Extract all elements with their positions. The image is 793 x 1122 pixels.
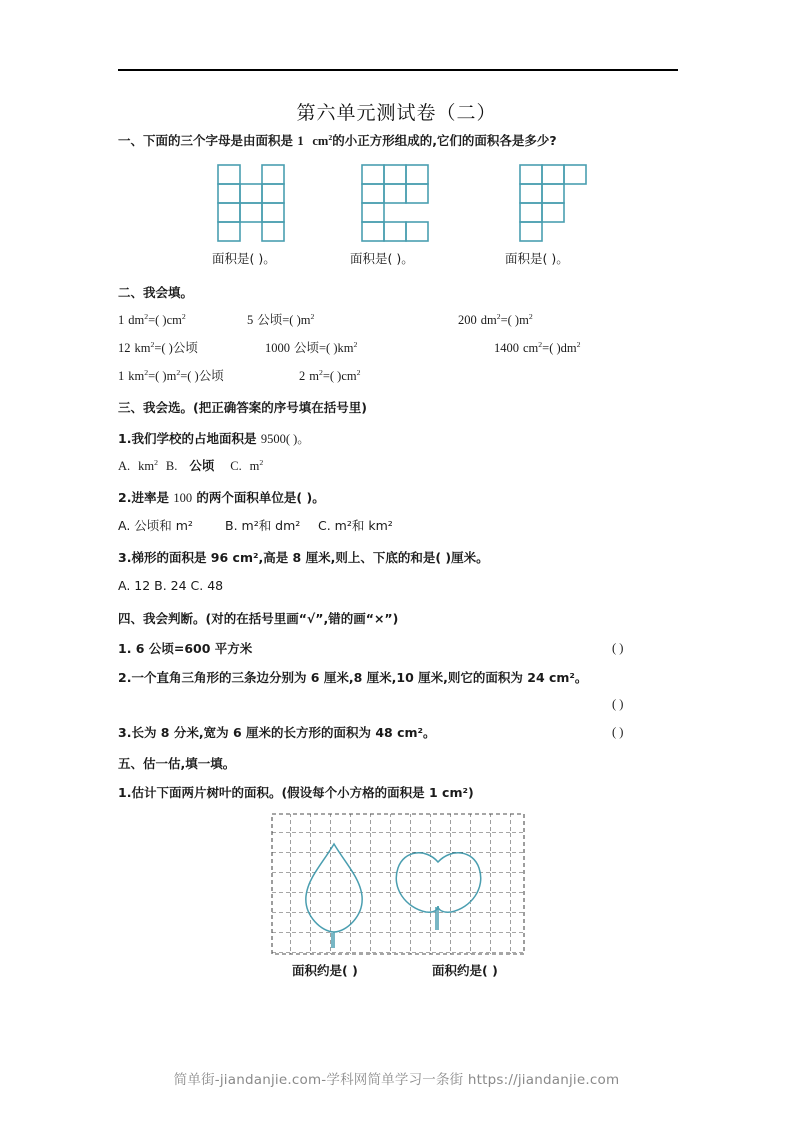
fill-3-2-s1: 2 xyxy=(318,367,323,377)
section5-heading: 五、估一估,填一填。 xyxy=(118,756,236,771)
choice-q2 xyxy=(118,490,325,506)
fill-item-2-1 xyxy=(118,340,198,356)
fill-1-1-num: 1 xyxy=(118,313,125,327)
fill-3-2-s2: 2 xyxy=(356,367,361,377)
fill-3-1-u3: 公顷 xyxy=(198,368,224,383)
fill-2-1-u1: km xyxy=(134,341,151,355)
section4-heading: 四、我会判断。(对的在括号里画“√”,错的画“×”) xyxy=(118,611,399,626)
judge-bracket-1[interactable]: ( ) xyxy=(612,641,624,655)
fill-3-1-blank1[interactable]: =( ) xyxy=(148,369,167,383)
fill-1-2-s2: 2 xyxy=(310,311,315,321)
fill-2-3-s2: 2 xyxy=(576,339,581,349)
choice-q2-post[interactable]: 的两个面积单位是( )。 xyxy=(196,490,325,505)
fill-2-2-blank[interactable]: =( ) xyxy=(319,341,338,355)
fill-1-3-s2: 2 xyxy=(528,311,533,321)
fill-1-3-u2: m xyxy=(519,313,529,327)
choice-q1-opt-c[interactable]: m xyxy=(249,459,260,473)
leaf-area-grid-diagram xyxy=(270,812,530,960)
fill-2-3-s1: 2 xyxy=(538,339,543,349)
fill-3-1-s1: 2 xyxy=(144,367,149,377)
fill-3-1-u2: m xyxy=(166,369,177,383)
fill-1-3-num: 200 xyxy=(458,313,477,327)
fill-item-1-2 xyxy=(247,312,314,328)
fill-3-2-u1: m xyxy=(309,369,319,383)
fill-1-2-u2: m xyxy=(300,313,311,327)
choice-q3[interactable]: 3.梯形的面积是 96 cm²,高是 8 厘米,则上、下底的和是( )厘米。 xyxy=(118,550,489,565)
fill-item-1-1 xyxy=(118,312,186,328)
fill-1-1-u2: cm xyxy=(166,313,182,327)
fill-item-2-3 xyxy=(494,340,581,356)
section1-heading-post: 的小正方形组成的,它们的面积各是多少? xyxy=(332,133,557,148)
fill-3-1-s2: 2 xyxy=(176,367,181,377)
fill-item-1-3 xyxy=(458,312,533,328)
fill-3-2-blank[interactable]: =( ) xyxy=(322,369,342,383)
choice-q1-opt-c-label[interactable]: C. xyxy=(230,459,242,473)
fill-2-3-num: 1400 xyxy=(494,341,519,355)
footer-watermark: 简单街-jiandanjie.com-学科网简单学习一条街 https://jiandanjie.com xyxy=(173,1072,620,1088)
judge-bracket-3[interactable]: ( ) xyxy=(612,725,624,739)
leaf-label-right[interactable]: 面积约是( ) xyxy=(432,963,498,978)
section5-q1: 1.估计下面两片树叶的面积。(假设每个小方格的面积是 1 cm²) xyxy=(118,785,474,800)
shape-letter-f xyxy=(508,163,590,243)
fill-2-3-u1: cm xyxy=(522,341,539,355)
fill-2-2-u2: km xyxy=(337,341,354,355)
section2-heading: 二、我会填。 xyxy=(118,285,194,300)
fill-2-1-u2: 公顷 xyxy=(172,340,198,355)
judge-bracket-2[interactable]: ( ) xyxy=(612,697,624,711)
choice-q1-opt-a[interactable]: km xyxy=(138,459,155,473)
fill-2-2-num: 1000 xyxy=(265,341,290,355)
fill-2-3-u2: dm xyxy=(560,341,577,355)
section1-heading xyxy=(118,133,557,149)
choice-q2-opt-c[interactable]: C. m²和 km² xyxy=(318,518,393,533)
choice-q1 xyxy=(118,431,310,447)
judge-item-2: 2.一个直角三角形的三条边分别为 6 厘米,8 厘米,10 厘米,则它的面积为 24 cm²。 xyxy=(118,670,588,685)
section1-heading-pre: 一、下面的三个字母是由面积是 xyxy=(118,133,294,148)
fill-item-3-2 xyxy=(299,368,361,384)
fill-1-1-blank[interactable]: =( ) xyxy=(148,313,167,327)
choice-q1-opt-b[interactable]: 公顷 xyxy=(189,458,215,473)
fill-1-1-u1: dm xyxy=(128,313,145,327)
choice-q2-pre: 2.进率是 xyxy=(118,490,169,505)
choice-q1-opt-a-sup: 2 xyxy=(154,457,158,467)
choice-q1-options xyxy=(118,458,263,474)
fill-2-3-blank[interactable]: =( ) xyxy=(542,341,561,355)
judge-item-1: 1. 6 公顷=600 平方米 xyxy=(118,641,253,656)
fill-1-3-blank[interactable]: =( ) xyxy=(500,313,520,327)
shape-letter-h xyxy=(212,163,290,243)
fill-2-1-s1: 2 xyxy=(150,339,155,349)
shape-label-f: 面积是( )。 xyxy=(505,251,569,266)
fill-1-3-s1: 2 xyxy=(496,311,501,321)
fill-2-2-s2: 2 xyxy=(353,339,358,349)
fill-1-1-s2: 2 xyxy=(181,311,186,321)
fill-3-1-blank2[interactable]: =( ) xyxy=(180,369,199,383)
fill-1-1-s1: 2 xyxy=(144,311,149,321)
fill-item-3-1 xyxy=(118,368,224,384)
fill-1-3-u1: dm xyxy=(480,313,497,327)
fill-1-2-num: 5 xyxy=(247,313,254,327)
fill-1-2-blank[interactable]: =( ) xyxy=(282,313,301,327)
choice-q1-text: 1.我们学校的占地面积是 xyxy=(118,431,257,446)
section3-heading: 三、我会选。(把正确答案的序号填在括号里) xyxy=(118,400,367,415)
shape-label-h: 面积是( )。 xyxy=(212,251,276,266)
choice-q2-opt-b[interactable]: B. m²和 dm² xyxy=(225,518,301,533)
fill-item-2-2 xyxy=(265,340,357,356)
fill-1-2-u1: 公顷 xyxy=(257,312,283,327)
fill-3-2-u2: cm xyxy=(341,369,357,383)
choice-q1-opt-b-label[interactable]: B. xyxy=(165,459,178,473)
fill-2-2-u1: 公顷 xyxy=(293,340,319,355)
fill-3-2-num: 2 xyxy=(299,369,306,383)
fill-2-1-num: 12 xyxy=(118,341,131,355)
page-title: 第六单元测试卷（二） xyxy=(296,102,497,124)
leaf-label-left[interactable]: 面积约是( ) xyxy=(292,963,358,978)
shape-label-e: 面积是( )。 xyxy=(350,251,414,266)
choice-q1-blank[interactable]: ( )。 xyxy=(285,432,310,446)
choice-q1-opt-c-sup: 2 xyxy=(259,457,264,467)
fill-3-1-num: 1 xyxy=(118,369,125,383)
section1-heading-num: 1 xyxy=(297,134,304,148)
header-rule xyxy=(118,69,678,71)
fill-3-1-u1: km xyxy=(128,369,145,383)
judge-item-3: 3.长为 8 分米,宽为 6 厘米的长方形的面积为 48 cm²。 xyxy=(118,725,436,740)
choice-q3-options[interactable]: A. 12 B. 24 C. 48 xyxy=(118,578,224,593)
section1-heading-unit: cm xyxy=(312,134,329,148)
section1-heading-unit-sup: 2 xyxy=(328,132,333,142)
choice-q1-opt-a-label[interactable]: A. xyxy=(118,459,131,473)
choice-q1-value: 9500 xyxy=(260,432,286,446)
fill-2-1-blank[interactable]: =( ) xyxy=(154,341,173,355)
choice-q2-value: 100 xyxy=(173,491,193,505)
choice-q2-opt-a[interactable]: A. 公顷和 m² xyxy=(118,518,193,533)
shape-letter-e xyxy=(358,163,436,243)
